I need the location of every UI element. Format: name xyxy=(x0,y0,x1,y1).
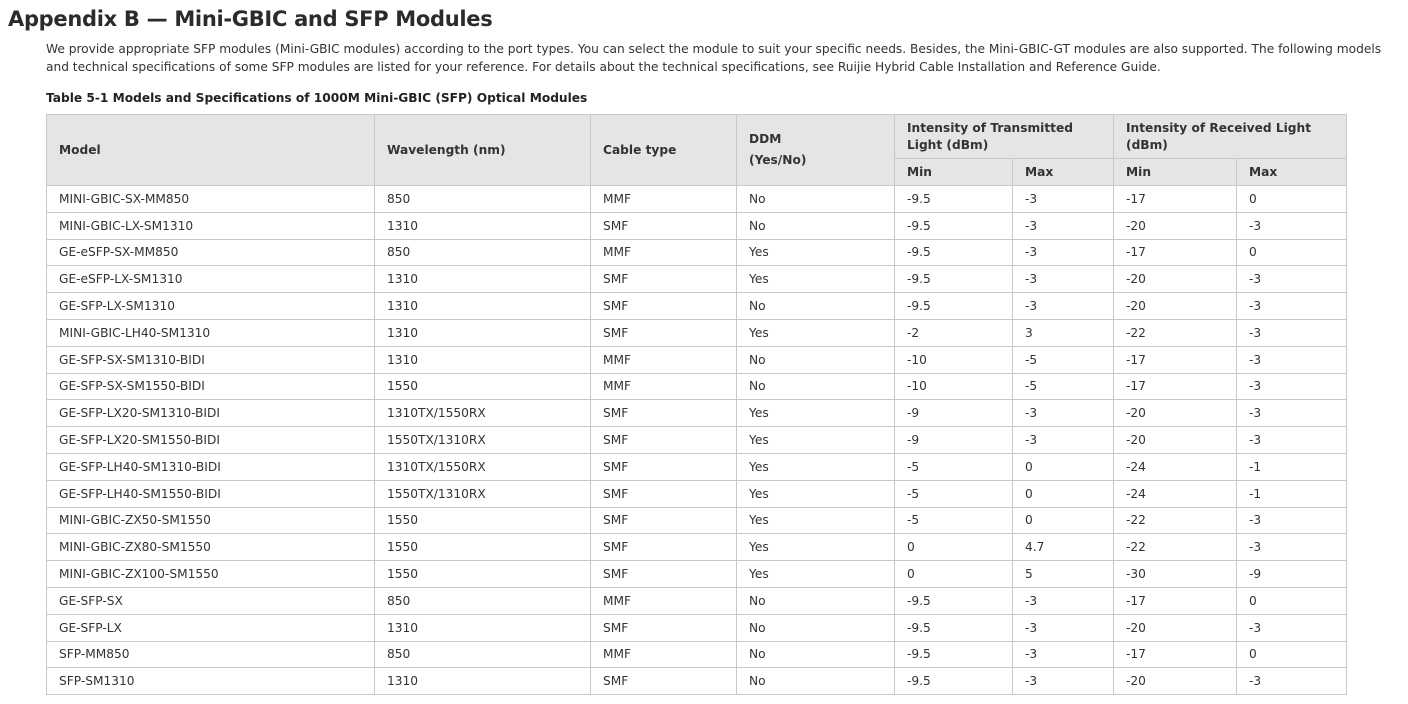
cell-rx-max: -3 xyxy=(1237,293,1347,320)
table-row xyxy=(47,212,1347,239)
cell-cable-type: SMF xyxy=(591,453,737,480)
cell-model: MINI-GBIC-LH40-SM1310 xyxy=(47,319,375,346)
table-row xyxy=(47,614,1347,641)
cell-rx-max: -9 xyxy=(1237,561,1347,588)
cell-ddm: No xyxy=(737,373,895,400)
cell-model: GE-SFP-LX xyxy=(47,614,375,641)
table-row xyxy=(47,266,1347,293)
table-row xyxy=(47,534,1347,561)
cell-wavelength: 1310 xyxy=(375,346,591,373)
header-received-light: Intensity of Received Light (dBm) xyxy=(1114,115,1347,159)
header-model: Model xyxy=(47,115,375,186)
cell-wavelength: 1310TX/1550RX xyxy=(375,400,591,427)
cell-cable-type: SMF xyxy=(591,319,737,346)
cell-wavelength: 850 xyxy=(375,239,591,266)
cell-tx-max: -3 xyxy=(1013,186,1114,213)
cell-ddm: Yes xyxy=(737,266,895,293)
cell-tx-min: -9.5 xyxy=(895,587,1013,614)
cell-model: MINI-GBIC-ZX80-SM1550 xyxy=(47,534,375,561)
cell-model: MINI-GBIC-ZX50-SM1550 xyxy=(47,507,375,534)
cell-tx-min: -10 xyxy=(895,373,1013,400)
cell-rx-min: -20 xyxy=(1114,212,1237,239)
cell-tx-max: -3 xyxy=(1013,587,1114,614)
cell-cable-type: SMF xyxy=(591,507,737,534)
table-row xyxy=(47,641,1347,668)
table-row xyxy=(47,587,1347,614)
table-row xyxy=(47,239,1347,266)
cell-ddm: Yes xyxy=(737,453,895,480)
header-transmitted-light: Intensity of Transmitted Light (dBm) xyxy=(895,115,1114,159)
cell-tx-max: -5 xyxy=(1013,373,1114,400)
cell-tx-max: -3 xyxy=(1013,239,1114,266)
cell-tx-min: -5 xyxy=(895,480,1013,507)
header-wavelength: Wavelength (nm) xyxy=(375,115,591,186)
cell-cable-type: SMF xyxy=(591,561,737,588)
cell-rx-min: -20 xyxy=(1114,293,1237,320)
cell-cable-type: SMF xyxy=(591,293,737,320)
cell-wavelength: 1550 xyxy=(375,534,591,561)
cell-rx-max: 0 xyxy=(1237,587,1347,614)
cell-model: GE-SFP-SX xyxy=(47,587,375,614)
table-body xyxy=(47,186,1347,695)
cell-cable-type: SMF xyxy=(591,480,737,507)
table-row xyxy=(47,427,1347,454)
header-ddm-line1: DDM xyxy=(749,132,782,146)
cell-rx-max: -3 xyxy=(1237,614,1347,641)
table-row xyxy=(47,319,1347,346)
cell-tx-max: -3 xyxy=(1013,266,1114,293)
cell-rx-min: -17 xyxy=(1114,373,1237,400)
table-row xyxy=(47,400,1347,427)
sfp-specifications-table xyxy=(46,114,1347,695)
cell-ddm: No xyxy=(737,293,895,320)
cell-wavelength: 1310TX/1550RX xyxy=(375,453,591,480)
cell-model: GE-SFP-LX20-SM1550-BIDI xyxy=(47,427,375,454)
cell-model: MINI-GBIC-ZX100-SM1550 xyxy=(47,561,375,588)
cell-rx-min: -22 xyxy=(1114,534,1237,561)
cell-tx-max: 0 xyxy=(1013,453,1114,480)
cell-model: GE-SFP-LH40-SM1310-BIDI xyxy=(47,453,375,480)
cell-ddm: No xyxy=(737,587,895,614)
cell-ddm: Yes xyxy=(737,480,895,507)
header-tx-max: Max xyxy=(1013,159,1114,186)
cell-wavelength: 1550 xyxy=(375,373,591,400)
cell-rx-max: -3 xyxy=(1237,266,1347,293)
cell-rx-min: -24 xyxy=(1114,480,1237,507)
table-row xyxy=(47,507,1347,534)
cell-wavelength: 1550TX/1310RX xyxy=(375,427,591,454)
cell-tx-min: -10 xyxy=(895,346,1013,373)
cell-rx-max: -3 xyxy=(1237,346,1347,373)
cell-model: GE-SFP-LX-SM1310 xyxy=(47,293,375,320)
cell-rx-min: -17 xyxy=(1114,239,1237,266)
table-row xyxy=(47,293,1347,320)
cell-tx-min: -9.5 xyxy=(895,212,1013,239)
cell-model: MINI-GBIC-LX-SM1310 xyxy=(47,212,375,239)
cell-cable-type: MMF xyxy=(591,641,737,668)
cell-rx-max: -3 xyxy=(1237,373,1347,400)
cell-tx-min: -9.5 xyxy=(895,641,1013,668)
cell-wavelength: 1550 xyxy=(375,561,591,588)
cell-ddm: No xyxy=(737,186,895,213)
table-header xyxy=(47,115,1347,186)
header-tx-min: Min xyxy=(895,159,1013,186)
cell-rx-max: 0 xyxy=(1237,239,1347,266)
cell-tx-min: -9.5 xyxy=(895,668,1013,695)
cell-tx-max: 0 xyxy=(1013,507,1114,534)
cell-rx-max: -3 xyxy=(1237,212,1347,239)
table-row xyxy=(47,561,1347,588)
cell-model: GE-SFP-SX-SM1310-BIDI xyxy=(47,346,375,373)
cell-wavelength: 1310 xyxy=(375,293,591,320)
cell-rx-min: -17 xyxy=(1114,346,1237,373)
cell-tx-max: -3 xyxy=(1013,641,1114,668)
header-ddm-line2: (Yes/No) xyxy=(749,153,807,167)
cell-ddm: Yes xyxy=(737,507,895,534)
cell-rx-min: -20 xyxy=(1114,668,1237,695)
table-row xyxy=(47,668,1347,695)
cell-rx-min: -20 xyxy=(1114,266,1237,293)
cell-rx-max: 0 xyxy=(1237,186,1347,213)
cell-tx-min: -5 xyxy=(895,507,1013,534)
cell-tx-min: -2 xyxy=(895,319,1013,346)
cell-tx-min: -9.5 xyxy=(895,614,1013,641)
cell-ddm: Yes xyxy=(737,561,895,588)
cell-wavelength: 1550TX/1310RX xyxy=(375,480,591,507)
cell-tx-max: 3 xyxy=(1013,319,1114,346)
cell-ddm: No xyxy=(737,212,895,239)
table-row xyxy=(47,186,1347,213)
cell-rx-min: -20 xyxy=(1114,400,1237,427)
cell-ddm: No xyxy=(737,668,895,695)
table-row xyxy=(47,480,1347,507)
cell-rx-max: -3 xyxy=(1237,507,1347,534)
cell-ddm: Yes xyxy=(737,400,895,427)
cell-tx-min: -9 xyxy=(895,400,1013,427)
cell-model: SFP-SM1310 xyxy=(47,668,375,695)
cell-tx-max: -3 xyxy=(1013,400,1114,427)
cell-cable-type: MMF xyxy=(591,239,737,266)
cell-cable-type: SMF xyxy=(591,400,737,427)
cell-rx-max: -1 xyxy=(1237,453,1347,480)
header-rx-min: Min xyxy=(1114,159,1237,186)
table-row xyxy=(47,373,1347,400)
cell-tx-min: -9.5 xyxy=(895,293,1013,320)
cell-cable-type: SMF xyxy=(591,212,737,239)
cell-ddm: No xyxy=(737,346,895,373)
cell-model: GE-eSFP-SX-MM850 xyxy=(47,239,375,266)
cell-cable-type: MMF xyxy=(591,373,737,400)
cell-rx-min: -22 xyxy=(1114,507,1237,534)
cell-model: SFP-MM850 xyxy=(47,641,375,668)
cell-rx-min: -22 xyxy=(1114,319,1237,346)
header-cable-type: Cable type xyxy=(591,115,737,186)
cell-rx-max: -3 xyxy=(1237,400,1347,427)
cell-rx-max: -3 xyxy=(1237,319,1347,346)
cell-rx-min: -20 xyxy=(1114,427,1237,454)
cell-wavelength: 850 xyxy=(375,641,591,668)
cell-rx-max: -3 xyxy=(1237,427,1347,454)
table-caption: Table 5-1 Models and Specifications of 1000M Mini-GBIC (SFP) Optical Modules xyxy=(46,91,588,105)
cell-tx-max: 5 xyxy=(1013,561,1114,588)
cell-cable-type: MMF xyxy=(591,587,737,614)
cell-cable-type: SMF xyxy=(591,534,737,561)
cell-tx-max: -5 xyxy=(1013,346,1114,373)
table-row xyxy=(47,453,1347,480)
cell-model: GE-SFP-LX20-SM1310-BIDI xyxy=(47,400,375,427)
header-row-top xyxy=(47,115,1347,159)
cell-wavelength: 850 xyxy=(375,587,591,614)
cell-rx-min: -17 xyxy=(1114,587,1237,614)
cell-tx-min: 0 xyxy=(895,534,1013,561)
cell-tx-min: 0 xyxy=(895,561,1013,588)
cell-rx-min: -17 xyxy=(1114,641,1237,668)
cell-rx-max: -3 xyxy=(1237,534,1347,561)
cell-wavelength: 1310 xyxy=(375,266,591,293)
cell-tx-max: 0 xyxy=(1013,480,1114,507)
cell-rx-min: -30 xyxy=(1114,561,1237,588)
cell-rx-min: -24 xyxy=(1114,453,1237,480)
cell-cable-type: SMF xyxy=(591,266,737,293)
cell-tx-max: -3 xyxy=(1013,212,1114,239)
cell-wavelength: 850 xyxy=(375,186,591,213)
cell-cable-type: SMF xyxy=(591,614,737,641)
cell-cable-type: SMF xyxy=(591,668,737,695)
cell-ddm: Yes xyxy=(737,239,895,266)
cell-ddm: Yes xyxy=(737,534,895,561)
intro-paragraph: We provide appropriate SFP modules (Mini-GBIC modules) according to the port types. You can select the module to suit your specific needs. Besides, the Mini-GBIC-GT modules are also supported. The following models and technical specifications of some SFP modules are listed for your reference. For details about the technical specifications, see Ruijie Hybrid Cable Installation and Reference Guide. xyxy=(46,42,1382,74)
cell-ddm: No xyxy=(737,614,895,641)
cell-model: GE-eSFP-LX-SM1310 xyxy=(47,266,375,293)
cell-rx-max: -1 xyxy=(1237,480,1347,507)
cell-tx-max: -3 xyxy=(1013,668,1114,695)
cell-cable-type: MMF xyxy=(591,346,737,373)
cell-rx-max: -3 xyxy=(1237,668,1347,695)
cell-tx-min: -9.5 xyxy=(895,186,1013,213)
cell-tx-max: -3 xyxy=(1013,427,1114,454)
cell-rx-min: -17 xyxy=(1114,186,1237,213)
cell-tx-max: -3 xyxy=(1013,614,1114,641)
cell-cable-type: MMF xyxy=(591,186,737,213)
header-rx-max: Max xyxy=(1237,159,1347,186)
cell-ddm: Yes xyxy=(737,427,895,454)
header-ddm xyxy=(737,115,895,186)
cell-cable-type: SMF xyxy=(591,427,737,454)
cell-model: GE-SFP-LH40-SM1550-BIDI xyxy=(47,480,375,507)
cell-wavelength: 1310 xyxy=(375,319,591,346)
cell-tx-min: -5 xyxy=(895,453,1013,480)
cell-rx-min: -20 xyxy=(1114,614,1237,641)
cell-rx-max: 0 xyxy=(1237,641,1347,668)
cell-wavelength: 1310 xyxy=(375,212,591,239)
cell-wavelength: 1310 xyxy=(375,668,591,695)
cell-tx-max: 4.7 xyxy=(1013,534,1114,561)
cell-ddm: Yes xyxy=(737,319,895,346)
cell-wavelength: 1310 xyxy=(375,614,591,641)
cell-model: GE-SFP-SX-SM1550-BIDI xyxy=(47,373,375,400)
cell-tx-max: -3 xyxy=(1013,293,1114,320)
page-title: Appendix B — Mini-GBIC and SFP Modules xyxy=(8,7,493,31)
cell-tx-min: -9 xyxy=(895,427,1013,454)
cell-wavelength: 1550 xyxy=(375,507,591,534)
cell-tx-min: -9.5 xyxy=(895,239,1013,266)
cell-model: MINI-GBIC-SX-MM850 xyxy=(47,186,375,213)
cell-tx-min: -9.5 xyxy=(895,266,1013,293)
cell-ddm: No xyxy=(737,641,895,668)
table-row xyxy=(47,346,1347,373)
